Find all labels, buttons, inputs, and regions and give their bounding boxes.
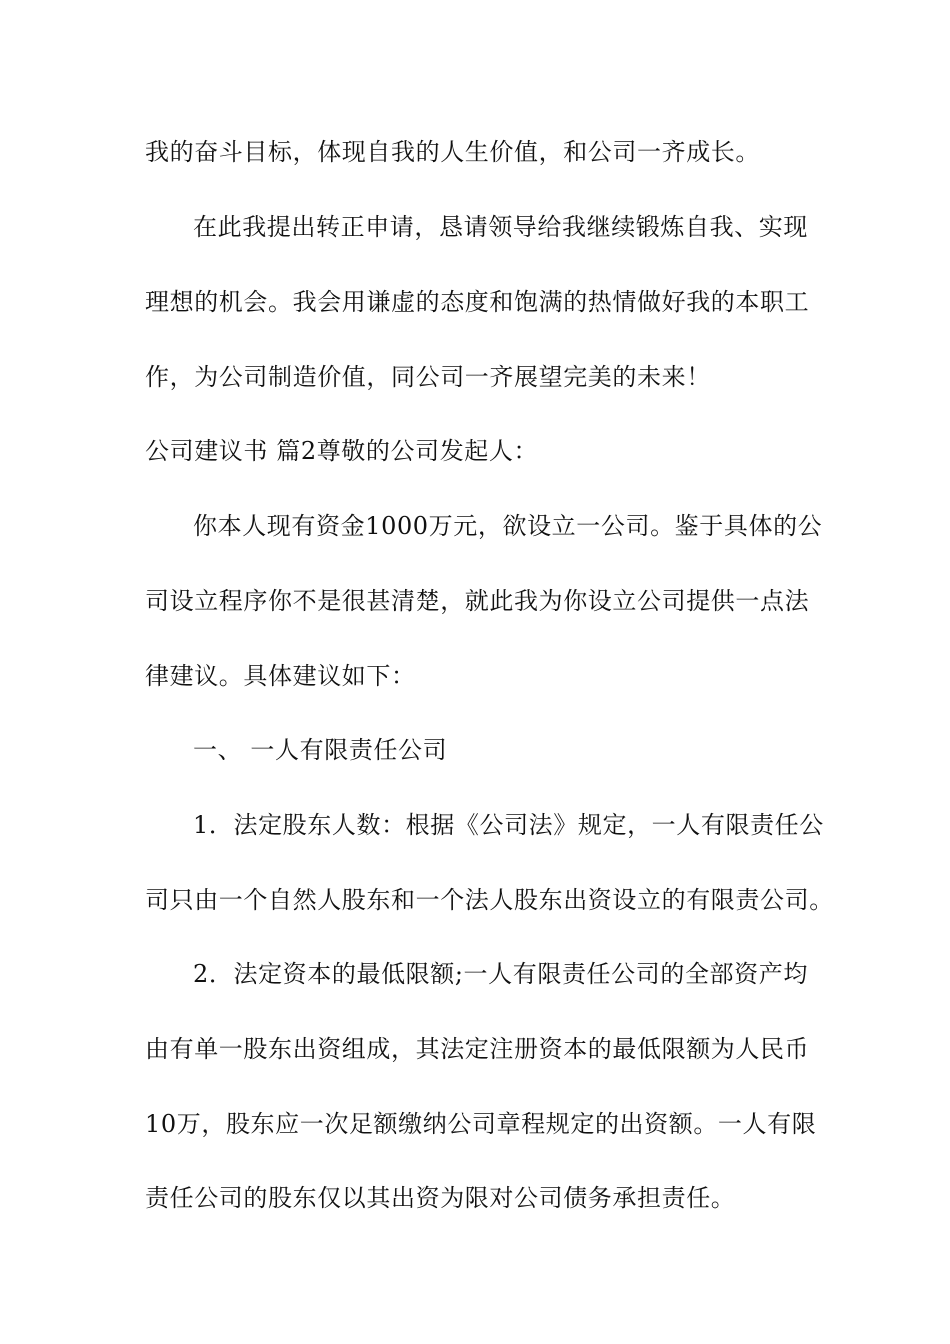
body-text-line: 司设立程序你不是很甚清楚，就此我为你设立公司提供一点法 bbox=[145, 587, 810, 615]
body-text-line: 10万，股东应一次足额缴纳公司章程规定的出资额。一人有限 bbox=[145, 1110, 817, 1138]
list-item-2-start: 2．法定资本的最低限额;一人有限责任公司的全部资产均 bbox=[193, 960, 808, 988]
list-item-1-start: 1．法定股东人数：根据《公司法》规定，一人有限责任公 bbox=[193, 811, 824, 839]
body-text-line: 作，为公司制造价值，同公司一齐展望完美的未来！ bbox=[145, 363, 711, 391]
body-text-line: 责任公司的股东仅以其出资为限对公司债务承担责任。 bbox=[145, 1184, 736, 1212]
subsection-heading: 一、 一人有限责任公司 bbox=[193, 736, 448, 764]
section-heading-line: 公司建议书 篇2尊敬的公司发起人： bbox=[145, 437, 539, 465]
paragraph-start-line: 在此我提出转正申请，恳请领导给我继续锻炼自我、实现 bbox=[193, 213, 808, 241]
body-text-line: 由有单一股东出资组成，其法定注册资本的最低限额为人民币 bbox=[145, 1035, 810, 1063]
body-text-line: 我的奋斗目标，体现自我的人生价值，和公司一齐成长。 bbox=[145, 138, 760, 166]
body-text-line: 理想的机会。我会用谦虚的态度和饱满的热情做好我的本职工 bbox=[145, 288, 810, 316]
body-text-line: 律建议。具体建议如下： bbox=[145, 662, 416, 690]
body-text-line: 司只由一个自然人股东和一个法人股东出资设立的有限责公司。 bbox=[145, 886, 834, 914]
paragraph-start-line: 你本人现有资金1000万元，欲设立一公司。鉴于具体的公 bbox=[193, 512, 823, 540]
